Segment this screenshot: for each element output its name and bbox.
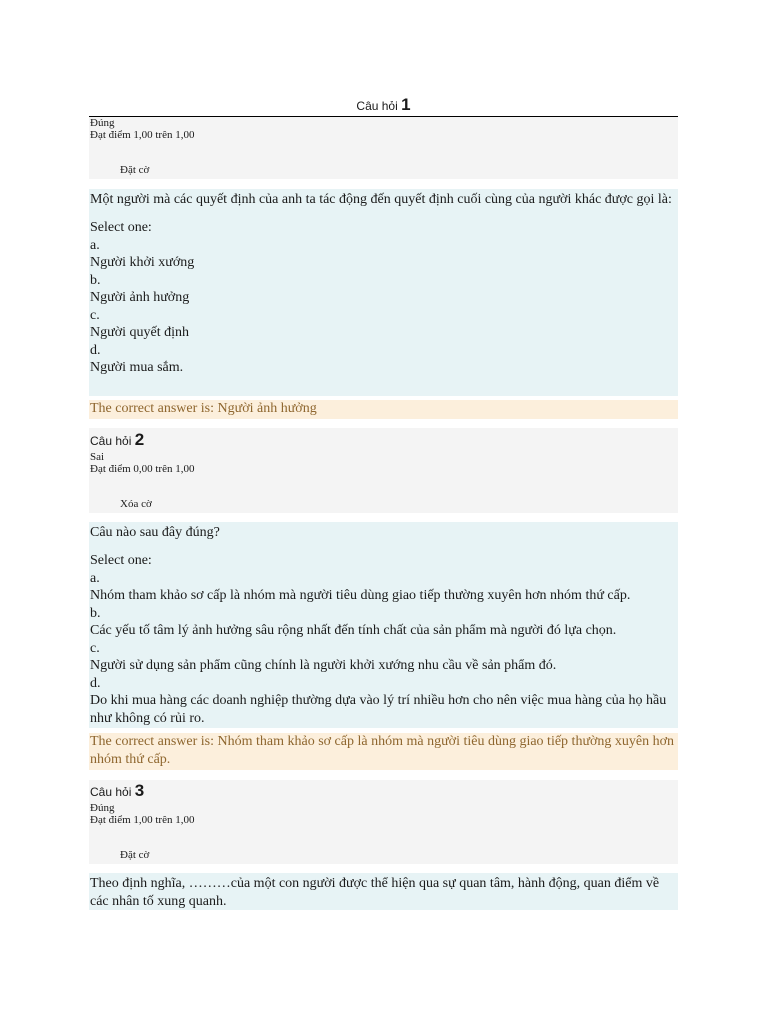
option-a-text[interactable]: Người khởi xướng [90,255,195,270]
option-b-letter[interactable]: b. [90,606,101,621]
question-number: 1 [401,95,411,114]
option-a-text[interactable]: Nhóm tham khảo sơ cấp là nhóm mà người tiêu dùng giao tiếp thường xuyên hơn nhóm thứ cấp. [90,588,631,603]
flag-question-link[interactable]: Đặt cờ [120,849,150,861]
select-one-label: Select one: [90,220,152,235]
option-a-letter[interactable]: a. [90,238,100,253]
question-state: Đúng [90,802,115,814]
question-number: 3 [134,781,145,800]
option-c-letter[interactable]: c. [90,641,100,656]
question-1-info [89,117,678,179]
question-2-title [89,428,678,451]
question-1-content [89,189,678,396]
option-d-letter[interactable]: d. [90,343,101,358]
question-text: Theo định nghĩa, ………của một con người được thể hiện qua sự quan tâm, hành động, quan điểm về các nhân tố xung quanh. [90,876,660,909]
question-state: Sai [90,451,105,463]
option-c-text[interactable]: Người quyết định [90,325,189,340]
question-grade: Đạt điểm 1,00 trên 1,00 [90,814,195,826]
question-grade: Đạt điểm 1,00 trên 1,00 [90,129,195,141]
correct-answer-feedback: The correct answer is: Nhóm tham khảo sơ cấp là nhóm mà người tiêu dùng giao tiếp thường xuyên hơn nhóm thứ cấp. [89,733,678,770]
option-d-text[interactable]: Do khi mua hàng các doanh nghiệp thường dựa vào lý trí nhiều hơn cho nên việc mua hàng của họ hầu như không có rủi ro. [90,693,667,726]
option-c-letter[interactable]: c. [90,308,100,323]
question-2-content [89,522,678,728]
option-d-letter[interactable]: d. [90,676,101,691]
option-a-letter[interactable]: a. [90,571,100,586]
select-one-label: Select one: [90,553,152,568]
question-label: Câu hỏi [90,785,132,799]
option-b-text[interactable]: Các yếu tố tâm lý ảnh hưởng sâu rộng nhất đến tính chất của sản phẩm mà người đó lựa chọn. [90,623,617,638]
question-3-content [89,873,678,910]
question-text: Một người mà các quyết định của anh ta tác động đến quyết định cuối cùng của người khác được gọi là: [90,192,672,207]
option-b-letter[interactable]: b. [90,273,101,288]
question-number: 2 [134,430,145,449]
question-grade: Đạt điểm 0,00 trên 1,00 [90,463,195,475]
remove-flag-link[interactable]: Xóa cờ [120,498,152,510]
option-c-text[interactable]: Người sử dụng sản phẩm cũng chính là người khởi xướng nhu cầu về sản phẩm đó. [90,658,557,673]
question-text: Câu nào sau đây đúng? [90,525,220,540]
correct-answer-feedback: The correct answer is: Người ảnh hưởng [89,400,678,419]
flag-question-link[interactable]: Đặt cờ [120,164,150,176]
option-d-text[interactable]: Người mua sắm. [90,360,184,375]
question-state: Đúng [90,117,115,129]
option-b-text[interactable]: Người ảnh hưởng [90,290,190,305]
question-2-info [89,428,678,513]
question-3-info [89,780,678,864]
question-label: Câu hỏi [356,99,398,113]
question-3-title [89,780,678,802]
question-1-title [89,95,678,115]
question-label: Câu hỏi [90,434,132,448]
